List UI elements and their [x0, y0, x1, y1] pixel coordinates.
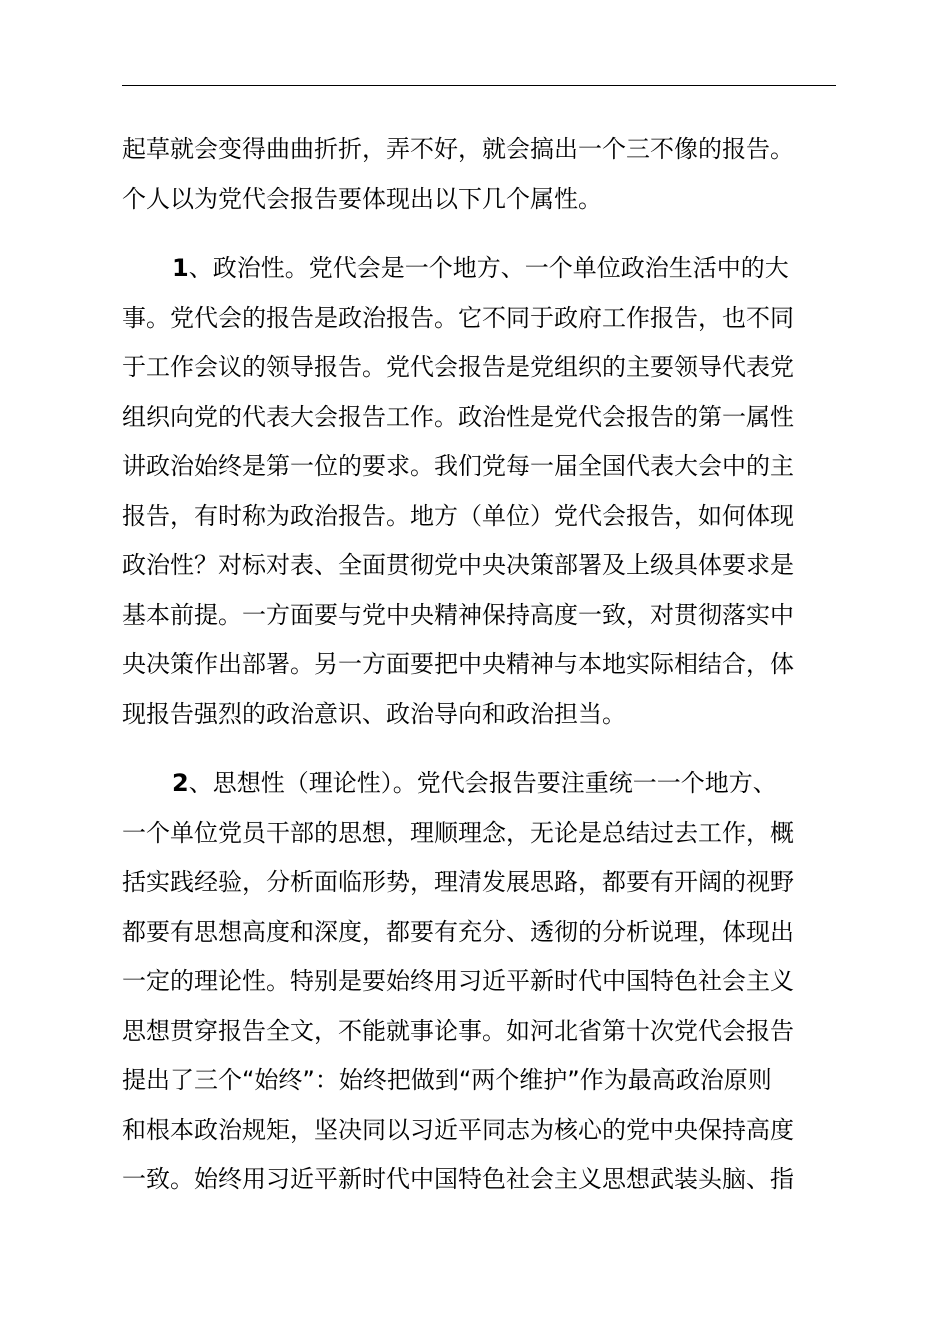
- paragraph-line: 现报告强烈的政治意识、政治导向和政治担当。: [122, 699, 626, 728]
- paragraph-line: 政治性？对标对表、全面贯彻党中央决策部署及上级具体要求是: [122, 551, 794, 579]
- intro-line: 个人以为党代会报告要体现出以下几个属性。: [122, 184, 602, 213]
- section-heading-text: 、政治性。党代会是一个地方、一个单位政治生活中的大: [188, 254, 789, 282]
- body-text: [122, 125, 836, 1205]
- paragraph-line: 括实践经验，分析面临形势，理清发展思路，都要有开阔的视野: [122, 868, 794, 896]
- paragraph-line: 都要有思想高度和深度，都要有充分、透彻的分析说理，体现出: [122, 917, 794, 946]
- header-rule: [122, 85, 836, 86]
- section-first-line: [122, 759, 836, 809]
- section-number: 2: [172, 769, 189, 797]
- intro-line: 起草就会变得曲曲折折，弄不好，就会搞出一个三不像的报告。: [122, 135, 794, 163]
- section-heading-text: 、思想性（理论性）。党代会报告要注重统一一个地方、: [188, 769, 777, 797]
- paragraph-line: 讲政治始终是第一位的要求。我们党每一届全国代表大会中的主: [122, 452, 794, 480]
- paragraph-line: 央决策作出部署。另一方面要把中央精神与本地实际相结合，体: [122, 650, 794, 678]
- paragraph-line: 于工作会议的领导报告。党代会报告是党组织的主要领导代表党: [122, 353, 794, 381]
- paragraph-line: 和根本政治规矩，坚决同以习近平同志为核心的党中央保持高度: [122, 1115, 794, 1144]
- paragraph-line: 一致。始终用习近平新时代中国特色社会主义思想武装头脑、指: [122, 1165, 794, 1193]
- paragraph-line: 报告，有时称为政治报告。地方（单位）党代会报告，如何体现: [122, 501, 794, 530]
- paragraph-line: 一个单位党员干部的思想，理顺理念，无论是总结过去工作，概: [122, 818, 794, 847]
- paragraph-line: 提出了三个“始终”：始终把做到“两个维护”作为最高政治原则: [122, 1066, 772, 1094]
- section-political: [122, 244, 836, 739]
- paragraph-line: 基本前提。一方面要与党中央精神保持高度一致，对贯彻落实中: [122, 600, 794, 629]
- section-number: 1: [172, 254, 189, 282]
- paragraph-line: 事。党代会的报告是政治报告。它不同于政府工作报告，也不同: [122, 303, 794, 332]
- paragraph-line: 组织向党的代表大会报告工作。政治性是党代会报告的第一属性: [122, 402, 794, 431]
- section-first-line: [122, 244, 836, 294]
- paragraph-line: 思想贯穿报告全文，不能就事论事。如河北省第十次党代会报告: [122, 1016, 794, 1045]
- paragraph-line: 一定的理论性。特别是要始终用习近平新时代中国特色社会主义: [122, 967, 794, 995]
- section-ideological: [122, 759, 836, 1205]
